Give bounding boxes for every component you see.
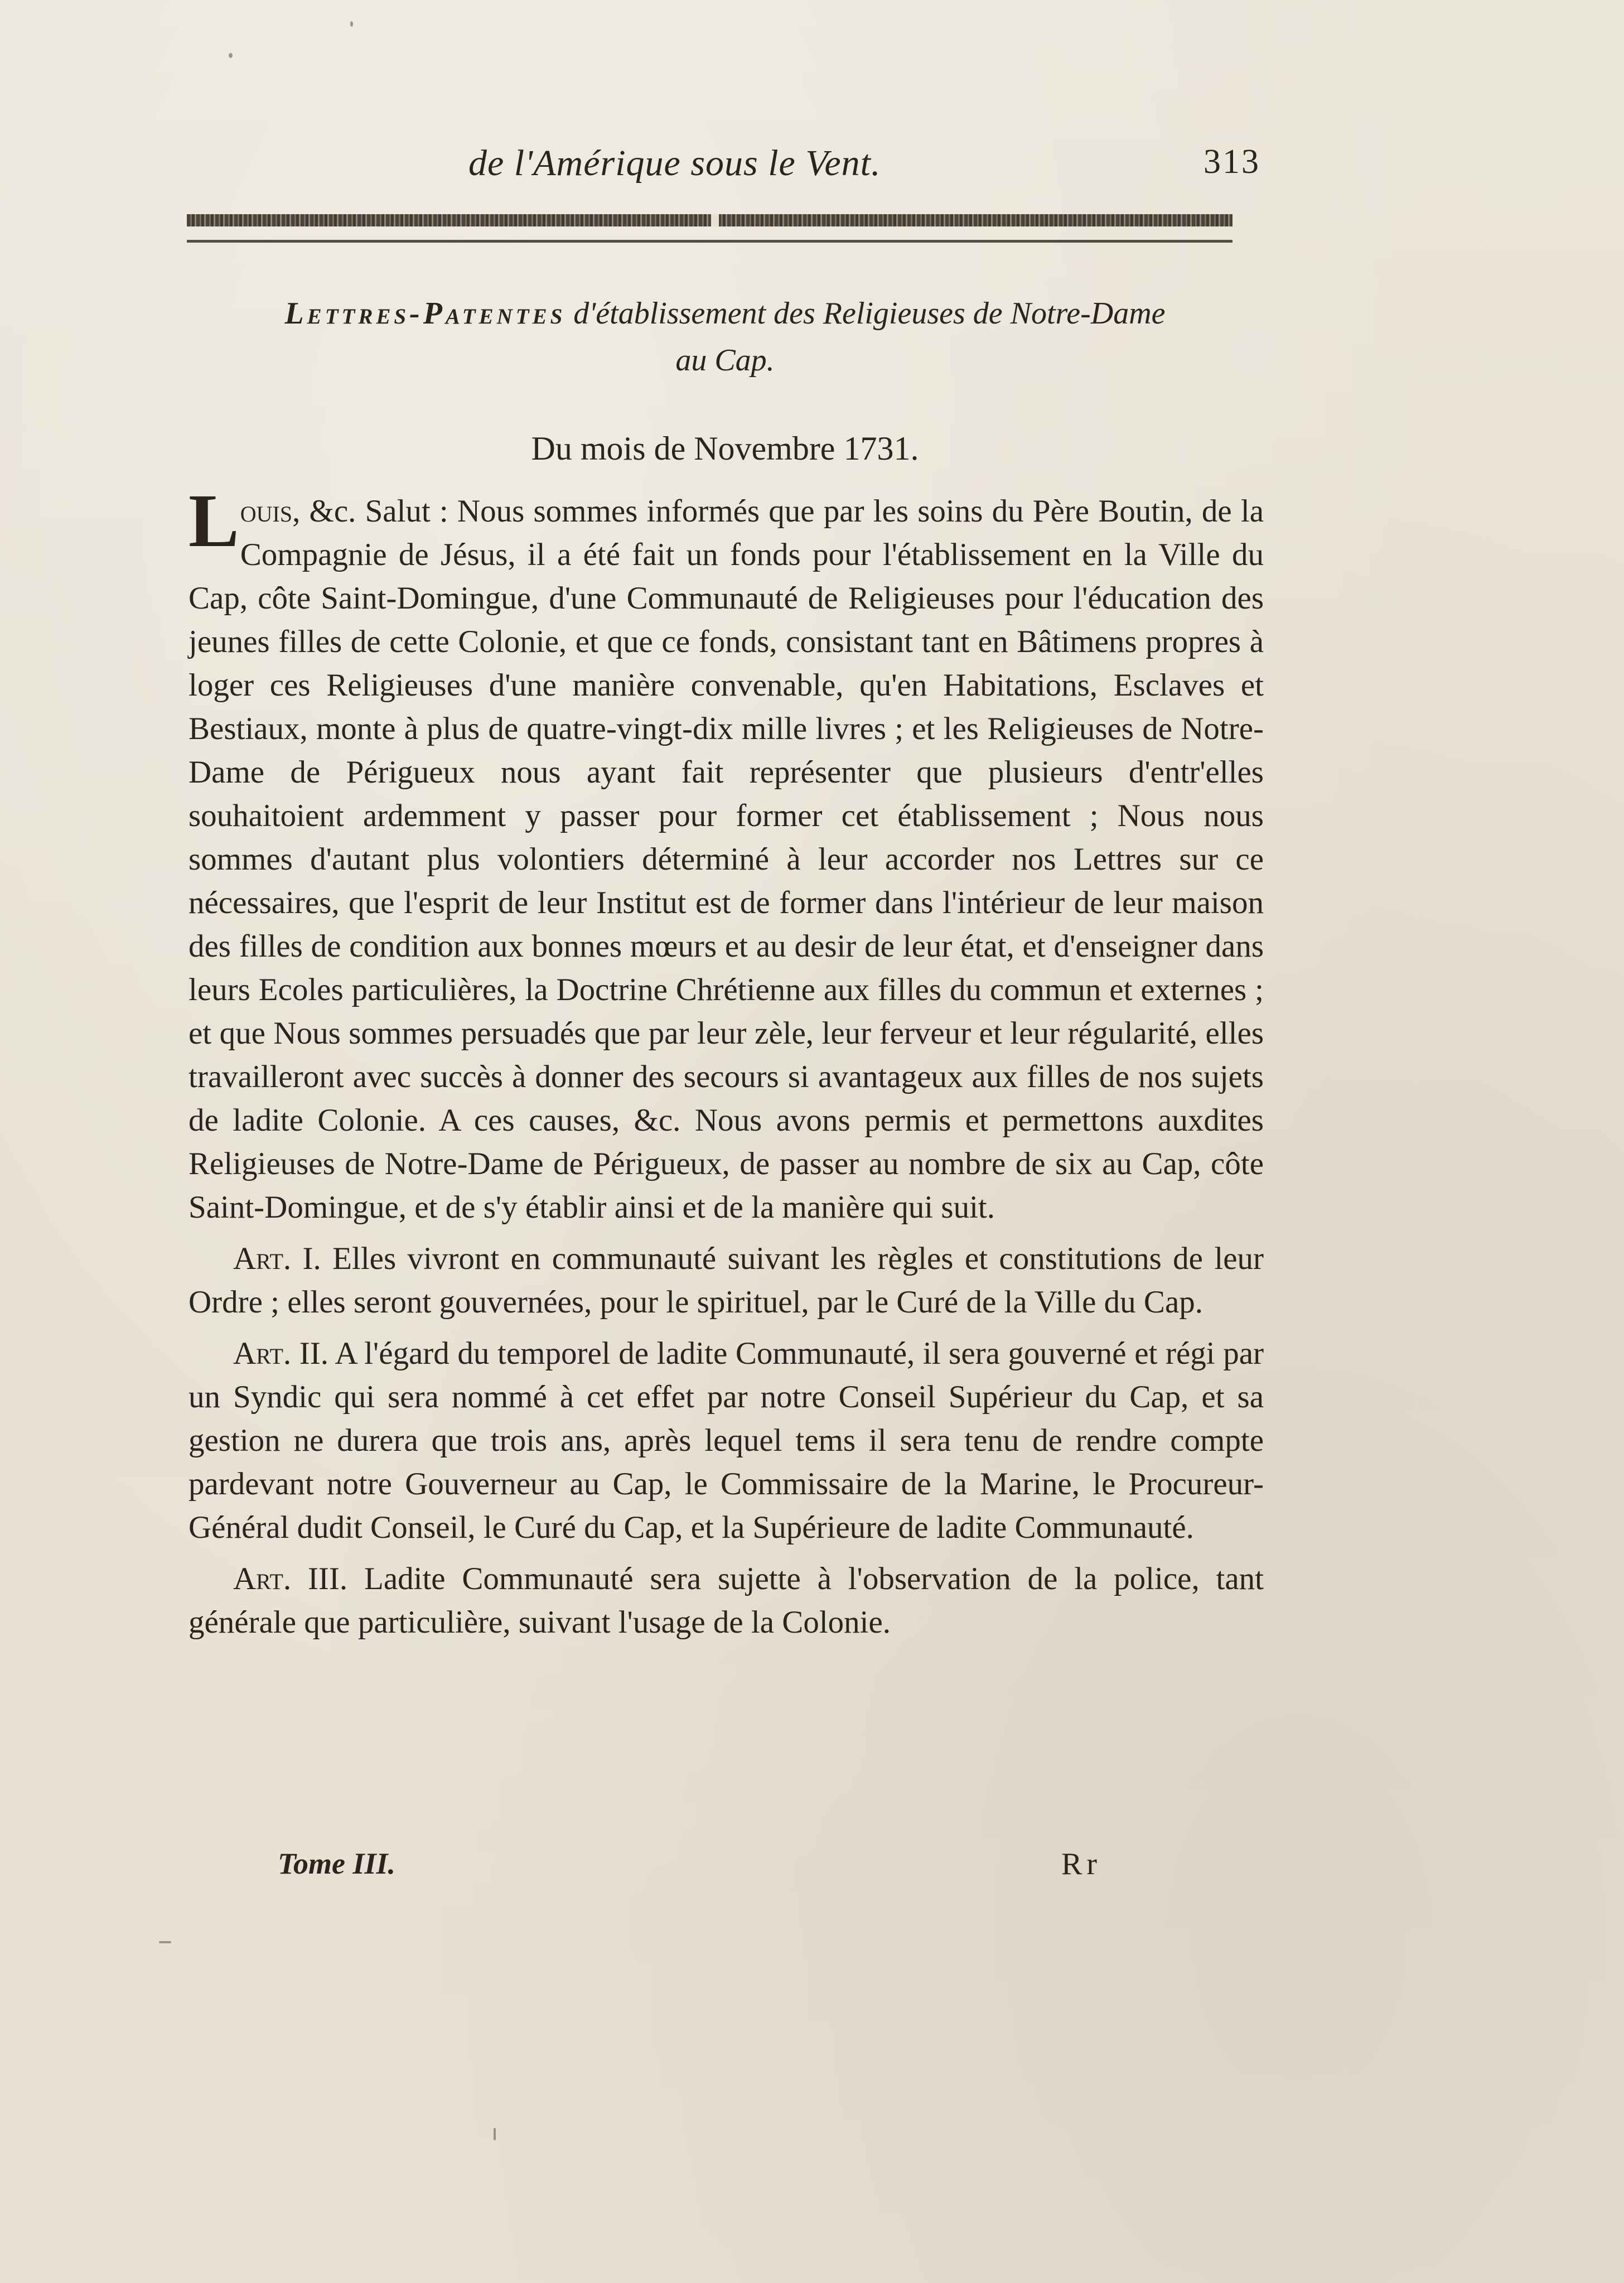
paper-speck — [494, 2128, 496, 2140]
document-title — [184, 290, 1266, 384]
page-header — [190, 142, 1260, 204]
ornament-gap — [711, 214, 719, 226]
page-number: 313 — [1204, 143, 1260, 181]
preamble-paragraph — [188, 479, 1264, 1229]
paper-speck — [229, 53, 233, 58]
article-text: Ladite Communauté sera sujette à l'observation de la police, tant générale que particulière, suivant l'usage de la Colonie. — [188, 1561, 1264, 1640]
article-text: Elles vivront en communauté suivant les règles et constitutions de leur Ordre ; elles seront gouvernées, pour le spirituel, par le Curé de la Ville du Cap. — [188, 1241, 1264, 1320]
volume-marker: Tome III. — [278, 1847, 396, 1880]
article-1 — [188, 1237, 1264, 1324]
title-line-2: au Cap. — [675, 343, 775, 378]
preamble-lead: ouis — [240, 494, 293, 529]
signature-mark: Rr — [1061, 1847, 1101, 1881]
body-text — [188, 479, 1264, 1644]
article-text: A l'égard du temporel de ladite Communauté, il sera gouverné et régi par un Syndic qui sera nommé à cet effet par notre Conseil Supérieur du Cap, et sa gestion ne durera que trois ans, après lequel tems il sera tenu de rendre compte pardevant notre Gouverneur au Cap, le Commissaire de la Marine, le Procureur-Général dudit Conseil, le Curé du Cap, et la Supérieure de ladite Communauté. — [188, 1336, 1264, 1545]
page-footer — [188, 1846, 1264, 1891]
ornamental-band — [187, 214, 1232, 226]
title-line-1 — [184, 290, 1266, 337]
article-2 — [188, 1332, 1264, 1550]
running-title: de l'Amérique sous le Vent. — [468, 143, 881, 184]
article-3 — [188, 1557, 1264, 1644]
preamble-text: , &c. Salut : Nous sommes informés que par les soins du Père Boutin, de la Compagnie de Jésus, il a été fait un fonds pour l'établissement en la Ville du Cap, côte Saint-Domingue, d'une Communauté de Religieuses pour l'éducation des jeunes filles de cette Colonie, et que ce fonds, consistant tant en Bâtimens propres à loger ces Religieuses d'une manière convenable, qu'en Habitations, Esclaves et Bestiaux, monte à plus de quatre-vingt-dix mille livres ; et les Religieuses de Notre-Dame de Périgueux nous ayant fait représenter que plusieurs d'entr'elles souhaitoient ardemment y passer pour former cet établissement ; Nous nous sommes d'autant plus volontiers déterminé à leur accorder nos Lettres sur ce nécessaires, que l'esprit de leur Institut est de former dans l'intérieur de leur maison des filles de condition aux bonnes mœurs et au desir de leur état, et d'enseigner dans leurs Ecoles particulières, la Doctrine Chrétienne aux filles du commun et externes ; et que Nous sommes persuadés que par leur zèle, leur ferveur et leur régularité, elles travailleront avec succès à donner des secours si avantageux aux filles de nos sujets de ladite Colonie. A ces causes, &c. Nous avons permis et permettons auxdites Religieuses de Notre-Dame de Périgueux, de passer au nombre de six au Cap, côte Saint-Domingue, et de s'y établir ainsi et de la manière qui suit. — [188, 494, 1264, 1225]
drop-cap: L — [188, 479, 239, 563]
paper-speck — [159, 1941, 171, 1943]
title-rest: d'établissement des Religieuses de Notre-Dame — [573, 296, 1166, 331]
article-label: Art. III. — [233, 1561, 348, 1596]
date-line: Du mois de Novembre 1731. — [531, 430, 919, 467]
header-rule — [187, 240, 1232, 243]
title-small-caps: Lettres-Patentes — [284, 296, 566, 331]
article-label: Art. I. — [233, 1241, 321, 1276]
article-label: Art. II. — [233, 1336, 328, 1371]
paper-speck — [350, 21, 353, 27]
